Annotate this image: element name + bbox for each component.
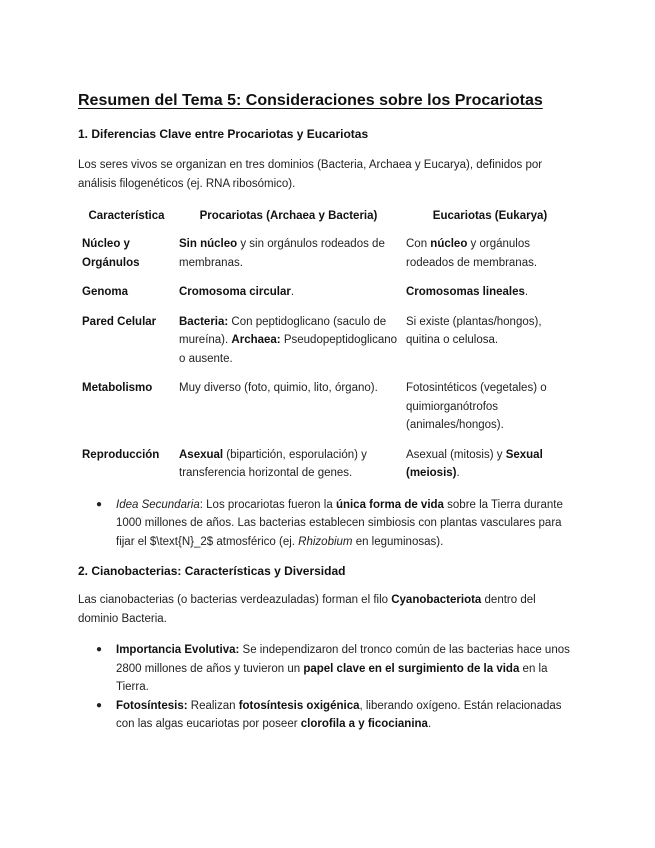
prokaryote-cell: Cromosoma circular. [179, 286, 295, 298]
row-label: Metabolismo [82, 382, 153, 394]
section-1-bullet-list [78, 496, 578, 552]
eukaryote-cell: Cromosomas lineales. [406, 286, 529, 298]
eukaryote-cell: Fotosintéticos (vegetales) o quimiorganótrofos (animales/hongos). [406, 382, 547, 431]
list-item: ● Importancia Evolutiva: Se independizaron del tronco común de las bacterias hace unos 2800 millones de años y tuvieron un papel clave en el surgimiento de la vida en la Tierra. [78, 641, 578, 697]
table-row [78, 313, 578, 380]
row-label: Núcleo y Orgánulos [82, 238, 140, 269]
table-row [78, 446, 578, 494]
bullet-icon: ● [96, 498, 103, 510]
table-header: Eucariotas (Eukarya) [432, 210, 548, 222]
section-2-bullet-list [78, 641, 578, 734]
table-row [78, 235, 578, 283]
table-row [78, 283, 578, 313]
bullet-icon: ● [96, 699, 103, 711]
section-1-intro: Los seres vivos se organizan en tres dominios (Bacteria, Archaea y Eucarya), definidos por análisis filogenéticos (ej. RNA ribosómico). [78, 159, 543, 190]
page-title: Resumen del Tema 5: Consideraciones sobre los Procariotas [78, 92, 543, 109]
section-1-heading: 1. Diferencias Clave entre Procariotas y Eucariotas [78, 127, 369, 141]
document-page [78, 90, 578, 734]
prokaryote-cell: Sin núcleo y sin orgánulos rodeados de membranas. [179, 238, 385, 269]
list-item: ● Fotosíntesis: Realizan fotosíntesis oxigénica, liberando oxígeno. Están relacionadas con las algas eucariotas por poseer clorofila a y ficocianina. [78, 697, 578, 734]
bullet-icon: ● [96, 644, 103, 655]
prokaryote-cell: Bacteria: Con peptidoglicano (saculo de mureína). Archaea: Pseudopeptidoglicano o ausente. [179, 315, 398, 365]
section-2-heading: 2. Cianobacterias: Características y Diversidad [78, 564, 346, 578]
eukaryote-cell: Con núcleo y orgánulos rodeados de membranas. [406, 238, 538, 269]
eukaryote-cell: Asexual (mitosis) y Sexual (meiosis). [406, 448, 543, 479]
list-item: ● Idea Secundaria: Los procariotas fueron la única forma de vida sobre la Tierra durante 1000 millones de años. Las bacterias establecen simbiosis con plantas vasculares para fijar el $\text{N}_2$ atmosférico (ej. Rhizobium en leguminosas). [78, 496, 578, 552]
table-row [78, 379, 578, 446]
table-header: Procariotas (Archaea y Bacteria) [199, 210, 378, 222]
prokaryote-cell: Asexual (bipartición, esporulación) y transferencia horizontal de genes. [179, 448, 367, 479]
prokaryote-cell: Muy diverso (foto, quimio, lito, órgano). [179, 382, 378, 394]
eukaryote-cell: Si existe (plantas/hongos), quitina o celulosa. [406, 315, 542, 346]
table-header-row [78, 207, 578, 235]
section-2-intro: Las cianobacterias (o bacterias verdeazuladas) forman el filo Cyanobacteriota dentro del dominio Bacteria. [78, 594, 536, 625]
comparison-table [78, 207, 578, 494]
row-label: Pared Celular [82, 315, 157, 328]
table-header: Característica [88, 210, 165, 222]
row-label: Reproducción [82, 448, 160, 461]
row-label: Genoma [82, 286, 129, 298]
